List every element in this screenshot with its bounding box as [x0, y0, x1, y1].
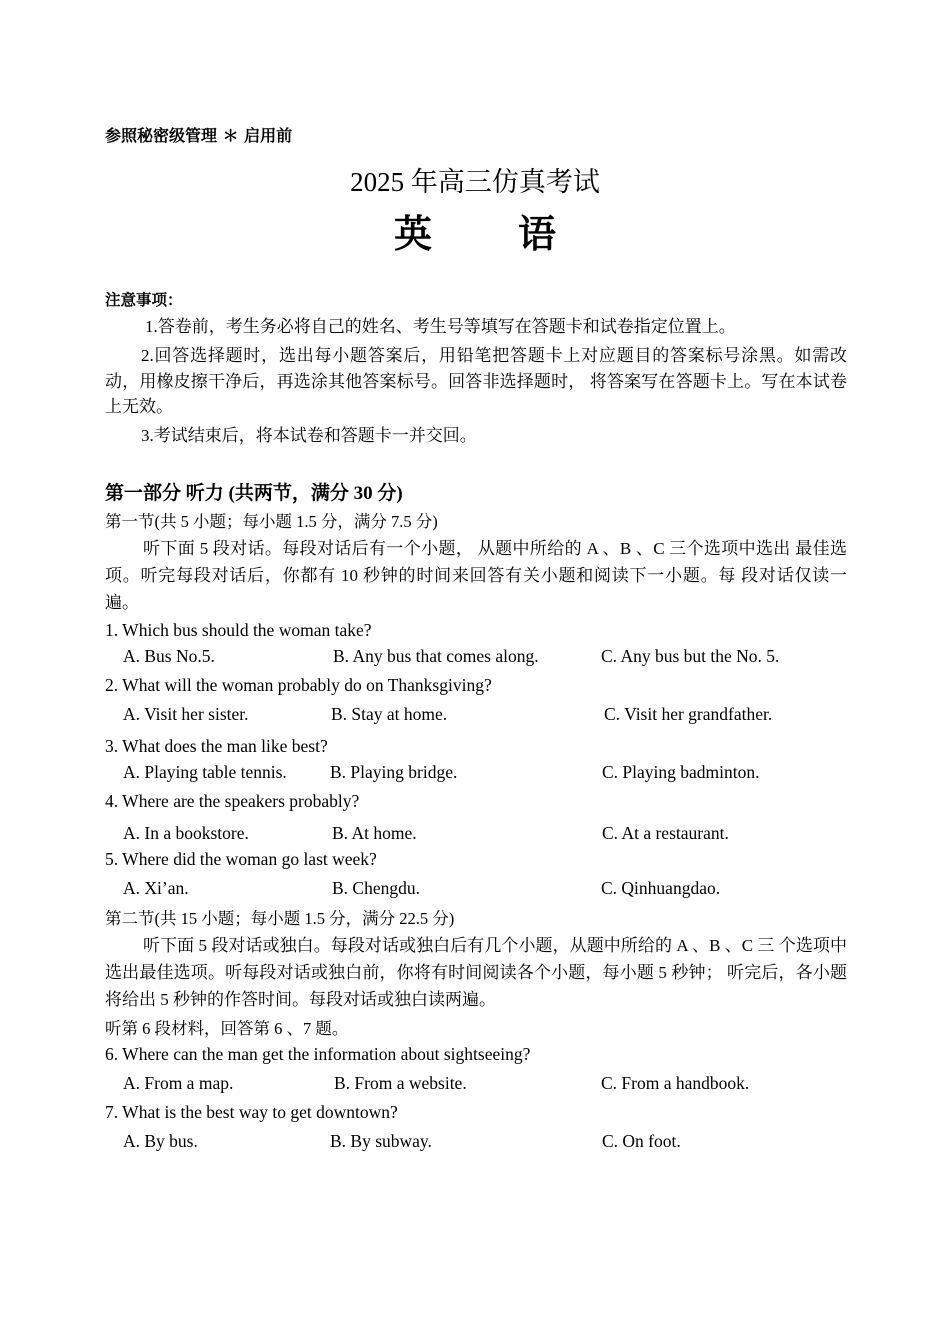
subject-title [0, 203, 950, 258]
question-5-option-c: C. Qinhuangdao. [601, 878, 721, 898]
question-2-option-c: C. Visit her grandfather. [604, 704, 773, 724]
question-2-option-b: B. Stay at home. [331, 704, 448, 724]
question-1-option-c: C. Any bus but the No. 5. [601, 646, 780, 666]
question-7-option-b: B. By subway. [330, 1131, 432, 1151]
notice-item-1: 1.答卷前，考生务必将自己的姓名、考生号等填写在答题卡和试卷指定位置上。 [145, 317, 736, 336]
question-7-stem: 7. What is the best way to get downtown? [105, 1102, 398, 1122]
section2-heading: 第二节(共 15 小题；每小题 1.5 分，满分 22.5 分) [105, 909, 455, 928]
question-7-option-c: C. On foot. [602, 1131, 681, 1151]
exam-title: 2025 年高三仿真考试 [350, 167, 600, 197]
section2-instructions: 听下面 5 段对话或独白。每段对话或独白后有几个小题，从题中所给的 A 、B 、C 三 个选项中选出最佳选项。听每段对话或独白前，你将有时间阅读各个小题，每小题 5 秒钟； 听完后，各小题将给出 5 秒钟的作答时间。每段对话或独白读两遍。 [105, 936, 847, 1009]
question-3-option-b: B. Playing bridge. [330, 762, 458, 782]
subject-char-1: 英 [393, 214, 432, 256]
question-2-stem: 2. What will the woman probably do on Thanksgiving? [105, 675, 492, 695]
section1-instructions: 听下面 5 段对话。每段对话后有一个小题， 从题中所给的 A 、B 、C 三个选项中选出 最佳选项。听完每段对话后，你都有 10 秒钟的时间来回答有关小题和阅读下一小题。每 段对话仅读一遍。 [105, 539, 847, 612]
question-1-option-b: B. Any bus that comes along. [333, 646, 539, 666]
question-2-option-a: A. Visit her sister. [123, 704, 249, 724]
question-6-option-b: B. From a website. [334, 1073, 467, 1093]
classification-label: 参照秘密级管理 ＊ 启用前 [105, 126, 293, 145]
question-3-option-a: A. Playing table tennis. [123, 762, 287, 782]
part1-heading: 第一部分 听力 (共两节，满分 30 分) [105, 483, 403, 504]
question-5-stem: 5. Where did the woman go last week? [105, 849, 377, 869]
question-4-option-a: A. In a bookstore. [123, 823, 249, 843]
question-6-option-a: A. From a map. [123, 1073, 234, 1093]
subject-char-2: 语 [518, 214, 557, 256]
notice-heading: 注意事项： [105, 291, 183, 309]
question-3-option-c: C. Playing badminton. [602, 762, 760, 782]
question-4-option-c: C. At a restaurant. [602, 823, 729, 843]
question-5-option-b: B. Chengdu. [332, 878, 420, 898]
question-1-option-a: A. Bus No.5. [123, 646, 215, 666]
question-6-stem: 6. Where can the man get the information about sightseeing? [105, 1044, 531, 1064]
question-7-option-a: A. By bus. [123, 1131, 198, 1151]
section1-heading: 第一节(共 5 小题；每小题 1.5 分，满分 7.5 分) [105, 512, 438, 531]
question-5-option-a: A. Xi’an. [123, 878, 189, 898]
question-3-stem: 3. What does the man like best? [105, 736, 328, 756]
notice-item-3: 3.考试结束后，将本试卷和答题卡一并交回。 [141, 426, 477, 445]
question-6-option-c: C. From a handbook. [601, 1073, 750, 1093]
question-4-stem: 4. Where are the speakers probably? [105, 791, 360, 811]
notice-item-2: 2.回答选择题时，选出每小题答案后，用铅笔把答题卡上对应题目的答案标号涂黑。如需改动，用橡皮擦干净后，再选涂其他答案标号。回答非选择题时， 将答案写在答题卡上。写在本试卷上无效。 [105, 346, 847, 416]
material-note: 听第 6 段材料，回答第 6 、7 题。 [105, 1019, 349, 1038]
question-4-option-b: B. At home. [332, 823, 417, 843]
question-1-stem: 1. Which bus should the woman take? [105, 620, 372, 640]
